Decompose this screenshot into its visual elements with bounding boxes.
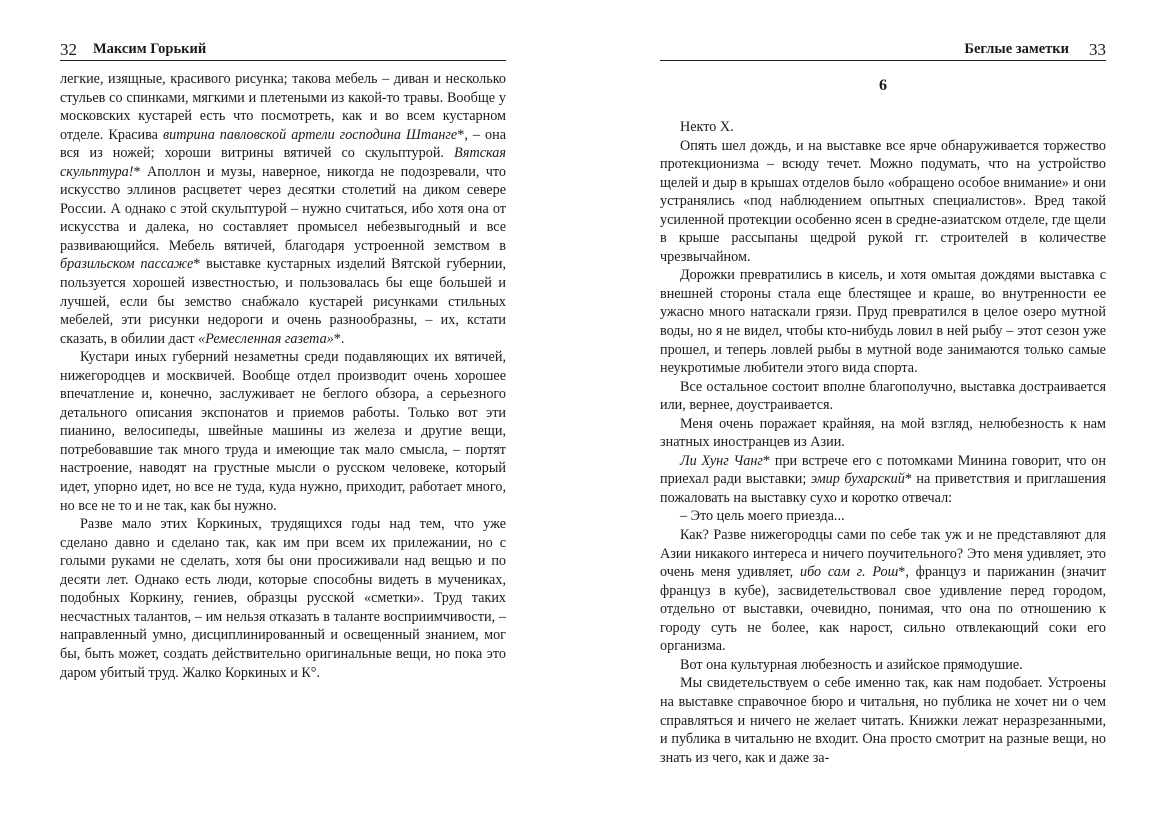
running-header [660,40,1106,61]
italic-run: эмир бухарский [810,471,905,488]
text-run: Разве мало этих Коркиных, трудящихся годы над тем, что уже сделано давно и сделано так, как им при всем их прилежании, но с голыми руками не сделать, хотя бы они просиживали над вещью и по десяти лет. Однако есть люди, которые способны видеть в мучениках, подобных Коркину, гениев, образцы русской «сметки». Труд таких несчастных талантов, – им нельзя отказать в таланте восприимчивости, – направленный умно, дисциплинированный и освещенный знанием, мог бы, быть может, создать действительно оригинальные вещи, но пока это даром убитый труд. Жалко Коркиных и К°. [60,516,506,681]
running-title: Максим Горький [93,41,207,57]
paragraph [660,656,1106,675]
text-run: * выставке кустарных изделий Вятской губернии, пользуется хорошей известностью, и пользовалась бы еще большей и лучшей, если бы земство снабжало кустарей рисунками стильных мебелей, эти рисунки недороги и очень разнообразны, – их, кстати сказать, в обилии даст [60,256,506,347]
text-run: Как? Разве нижегородцы сами по себе так уж и не представляют для Азии никакого интереса и ничего поучительного? Это меня удивляет, это очень меня удивляет, [660,527,1106,581]
paragraph [660,674,1106,767]
text-run: Все остальное состоит вполне благополучно, выставка достраивается или, вернее, доустраивается. [660,378,1106,414]
paragraph [660,137,1106,267]
italic-run: Вятская скульптура! [60,145,506,180]
italic-run: витрина павловской артели господина Штанге [162,126,458,143]
text-run: легкие, изящные, красивого рисунка; такова мебель – диван и несколько стульев со спинками, мягкими и плетеными из какой-то травы. Вообще у московских кустарей есть что посмотреть, как и во всем кустарном отделе. Красива [60,71,506,143]
paragraph [660,266,1106,377]
page-number: 32 [60,40,77,59]
paragraph [60,70,506,348]
paragraph [660,526,1106,656]
text-run: Некто X. [680,119,734,135]
paragraph [660,378,1106,415]
paragraph [60,515,506,682]
text-run: * на приветствия и приглашения пожаловать на выставку сухо и коротко отвечал: [660,471,1106,506]
text-run: * Аполлон и музы, наверное, никогда не подозревали, что искусство эллинов расцветет через десятки столетий на диком севере России. А однако с этой скульптурой – нужно считаться, ибо хотя она от искусства и далека, но составляет промысел небезвыгодный и все развивающийся. Мебель вятичей, благодаря устроенной земством в [60,163,506,254]
text-run: *, француз и парижанин (значит француз в кубе), засвидетельствовал свое удивление перед городом, отдельно от выставки, очевидно, понимая, что она по отношению к городу суть не более, как нарост, сильно отвлекающий соки его организма. [660,564,1106,655]
italic-run: «Ремесленная газета» [198,330,334,347]
text-run: Кустари иных губерний незаметны среди подавляющих их вятичей, нижегородцев и москвичей. Вообще отдел производит очень хорошее впечатление и, конечно, заслуживает не беглого обзора, а серьезного детального описания экспонатов и приемов работы. Только вот эти пианино, велосипеды, швейные машины из железа и другие вещи, потребовавшие так много труда и имеющие так мало смысла, – портят настроение, наводят на грустные мысли о русском человеке, который идет, упорно идет, но все не туда, куда нужно, приходит, работает много, но все не то и не так, как бы нужно. [60,349,506,514]
text-run: Вот она культурная любезность и азийское прямодушие. [680,656,1023,673]
italic-run: бразильском пассаже [60,256,194,273]
paragraph [660,415,1106,452]
text-run: *. [333,330,345,347]
text-run: Опять шел дождь, и на выставке все ярче обнаруживается торжество протекционизма – всюду течет. Можно подумать, что на устройство щелей и дыр в крышах отделов было «обращено особое внимание» и они устранялись «под наблюдением опытных специалистов». Вред такой усиленной протекции особенно ясен в средне-азиатском отделе, где щели в крыше рассыпаны щедрой рукой гг. строителей в количестве чрезвычайном. [660,137,1106,265]
running-header [60,40,506,61]
page-text [60,70,506,682]
running-title: Беглые заметки [964,41,1069,57]
paragraph [660,452,1106,508]
paragraph [60,348,506,515]
text-run: Дорожки превратились в кисель, и хотя омытая дождями выставка с внешней стороны стала еще блестящее и краше, во внутренности ее ужасно много натаскали грязи. Пруд превратился в целое озеро мутной воды, но я не видел, чтобы кто-нибудь ловил в ней рыбу – этот сезон уже прошел, и теперь ловлей рыбы в мутной воде занимаются только самые неукротимые любители этого вида спорта. [660,267,1106,377]
text-run: Мы свидетельствуем о себе именно так, как нам подобает. Устроены на выставке справочное бюро и читальня, но публика не хочет ни о чем справляться и ничего не желает читать. Книжки лежат неразрезанными, и публика в читальню не входит. Она просто смотрит на разные вещи, но знать из чего, как и даже за- [660,675,1106,766]
text-run: * при встрече его с потомками Минина говорит, что он приехал ради выставки; [660,452,1106,488]
text-run: – Это цель моего приезда... [680,508,845,525]
chapter-number: 6 [879,77,887,94]
page-number: 33 [1089,40,1106,59]
italic-run: ибо сам г. Рош [799,564,899,581]
page-text [660,118,1106,767]
left-page [60,0,506,827]
italic-run: Ли Хунг Чанг [680,452,763,469]
right-page [660,0,1106,827]
text-run: Меня очень поражает крайняя, на мой взгляд, нелюбезность к нам знатных иностранцев из Азии. [660,415,1106,451]
paragraph [660,118,1106,137]
paragraph [660,507,1106,526]
text-run: *, – она вся из ножей; хороши витрины вятичей со скульптурой. [60,126,506,162]
